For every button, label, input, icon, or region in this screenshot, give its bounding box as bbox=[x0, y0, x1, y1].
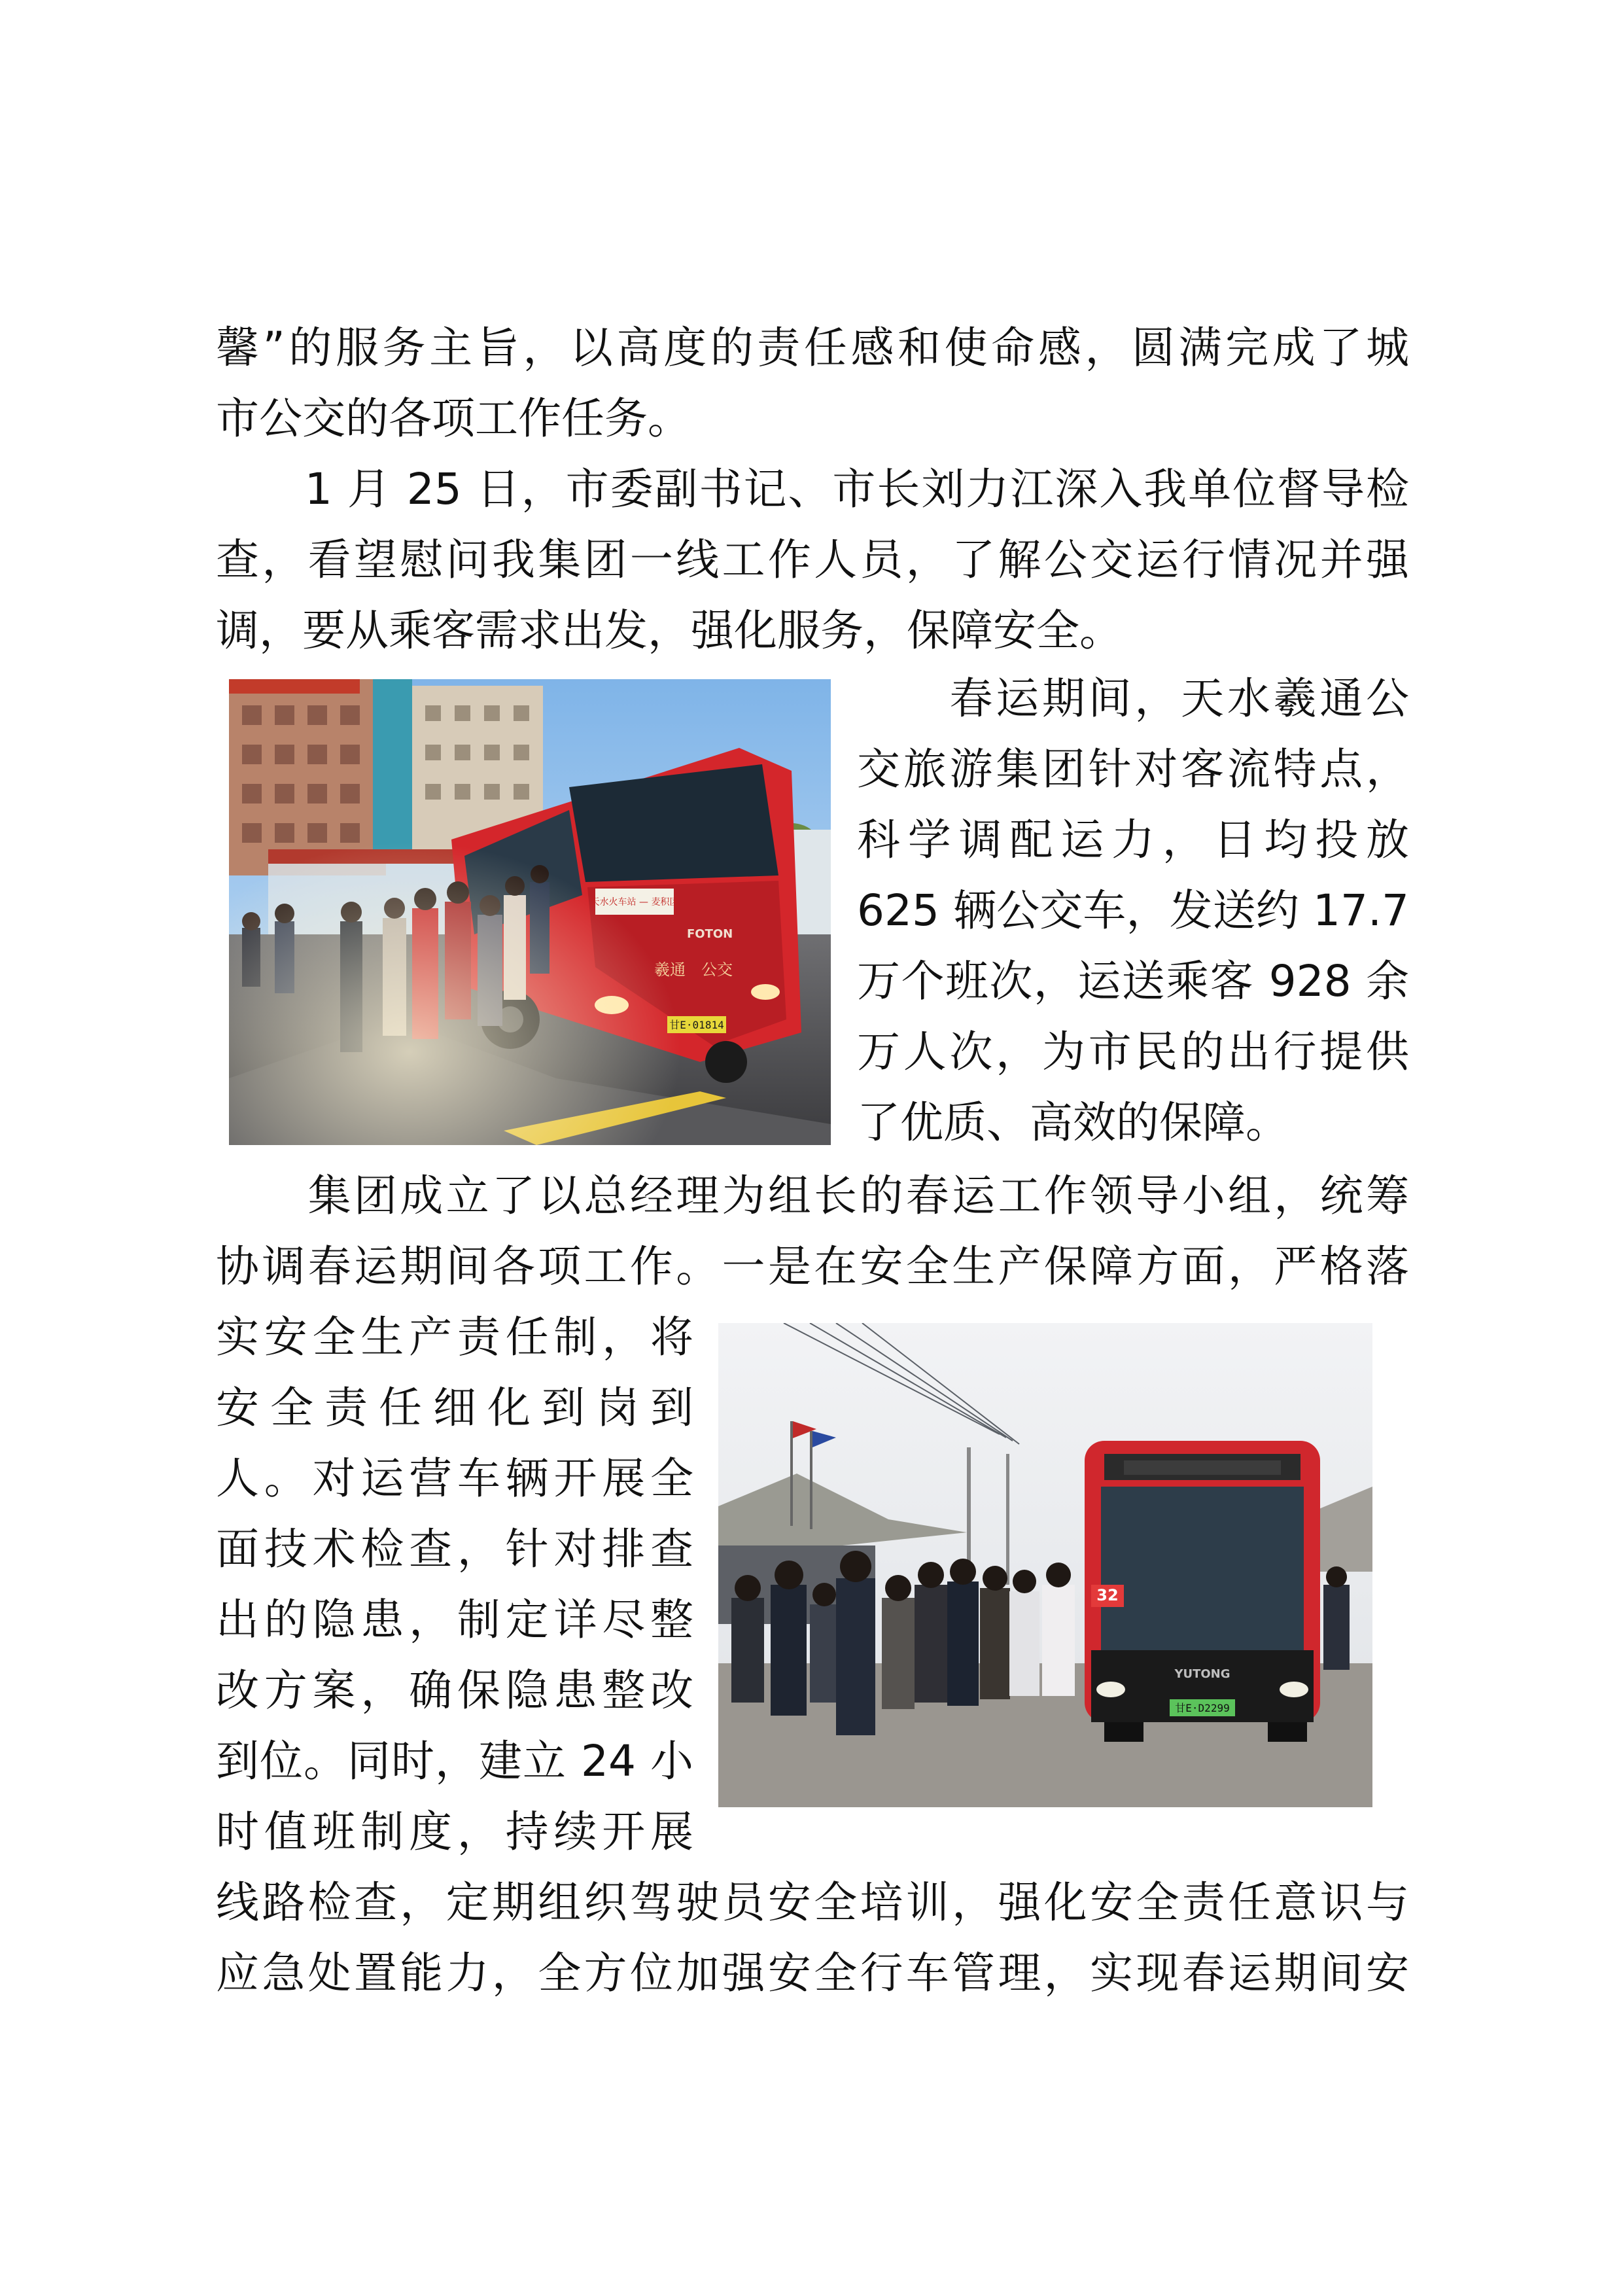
intro-line-1: 馨”的服务主旨，以高度的责任感和使命感，圆满完成了城 bbox=[216, 323, 1409, 373]
capacity-line-4: 625 辆公交车，发送约 17.7 bbox=[857, 885, 1409, 936]
inspection-line-3: 调，要从乘客需求出发，强化服务，保障安全。 bbox=[216, 605, 1123, 656]
capacity-line-7: 了优质、高效的保障。 bbox=[857, 1097, 1289, 1148]
safety-line-1: 集团成立了以总经理为组长的春运工作领导小组，统筹 bbox=[216, 1171, 1409, 1221]
capacity-line-6: 万人次，为市民的出行提供 bbox=[857, 1027, 1409, 1077]
inspection-line-1: 1 月 25 日，市委副书记、市长刘力江深入我单位督导检 bbox=[216, 464, 1409, 514]
safety-line-7: 出的隐患，制定详尽整 bbox=[216, 1595, 693, 1645]
safety-line-10: 时值班制度，持续开展 bbox=[216, 1807, 693, 1857]
capacity-line-2: 交旅游集团针对客流特点， bbox=[857, 744, 1409, 794]
bus-brand-yutong: YUTONG bbox=[1174, 1667, 1230, 1681]
safety-line-4: 安全责任细化到岗到 bbox=[216, 1383, 693, 1433]
safety-line-6: 面技术检查，针对排查 bbox=[216, 1524, 693, 1574]
safety-line-3: 实安全生产责任制，将 bbox=[216, 1312, 693, 1362]
capacity-line-3: 科学调配运力，日均投放 bbox=[857, 815, 1409, 865]
safety-line-9: 到位。同时，建立 24 小 bbox=[216, 1736, 693, 1786]
photo-bus-station bbox=[229, 679, 831, 1145]
photo-bus-crowd bbox=[718, 1323, 1372, 1807]
capacity-line-5: 万个班次，运送乘客 928 余 bbox=[857, 956, 1409, 1006]
bus-plate-2: 甘E·D2299 bbox=[1175, 1702, 1230, 1714]
safety-line-5: 人。对运营车辆开展全 bbox=[216, 1453, 693, 1504]
safety-line-8: 改方案，确保隐患整改 bbox=[216, 1665, 693, 1716]
safety-line-11: 线路检查，定期组织驾驶员安全培训，强化安全责任意识与 bbox=[216, 1877, 1409, 1928]
inspection-line-2: 查，看望慰问我集团一线工作人员，了解公交运行情况并强 bbox=[216, 535, 1409, 585]
capacity-line-1: 春运期间，天水羲通公 bbox=[857, 673, 1409, 724]
intro-line-2: 市公交的各项工作任务。 bbox=[216, 393, 691, 444]
safety-line-12: 应急处置能力，全方位加强安全行车管理，实现春运期间安 bbox=[216, 1948, 1409, 1998]
route-number-32: 32 bbox=[1096, 1586, 1119, 1604]
safety-line-2: 协调春运期间各项工作。一是在安全生产保障方面，严格落 bbox=[216, 1241, 1409, 1292]
